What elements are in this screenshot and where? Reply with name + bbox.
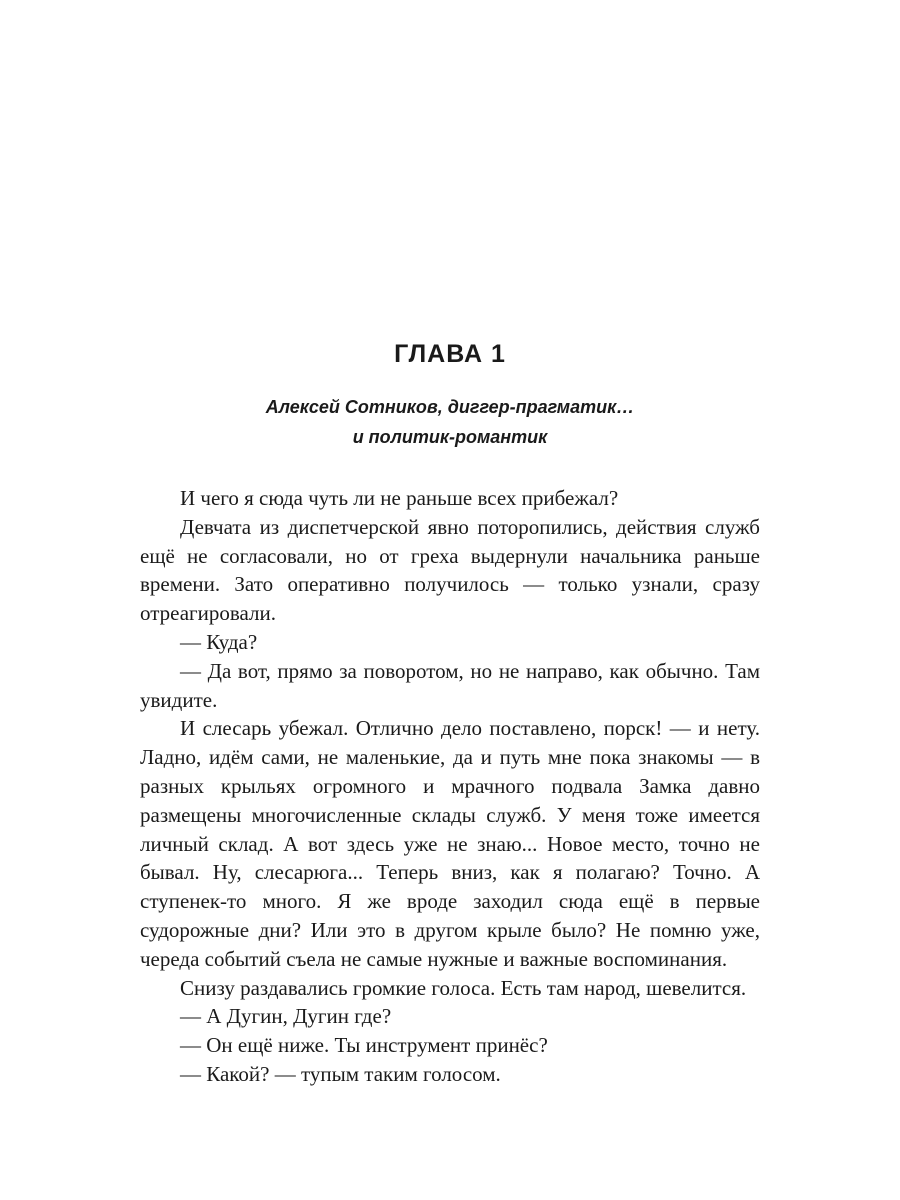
paragraph: Девчата из диспетчерской явно поторопились, действия служб ещё не согласовали, но от греха выдернули начальника раньше времени. Зато оперативно получилось — только узнали, сразу отреагировали.	[140, 514, 760, 626]
paragraph: И слесарь убежал. Отлично дело поставлено, порск! — и нету. Ладно, идём сами, не маленькие, да и путь мне пока знакомы — в разных крыльях огромного и мрачного подвала Замка давно размещены многочисленные склады служб. У меня тоже имеется личный склад. А вот здесь уже не знаю... Новое место, точно не бывал. Ну, слесарюга... Теперь вниз, как я полагаю? Точно. А ступенек-то много. Я же вроде заходил сюда ещё в первые судорожные дни? Или это в другом крыле было? Не помню уже, череда событий съела не самые нужные и важные воспоминания.	[140, 716, 760, 971]
paragraph: Снизу раздавались громкие голоса. Есть там народ, шевелится.	[180, 975, 747, 1000]
subtitle-line-1: Алексей Сотников, диггер-прагматик…	[265, 397, 635, 417]
dialogue-line: — Да вот, прямо за поворотом, но не направо, как обычно. Там увидите.	[140, 658, 760, 712]
chapter-subtitle	[0, 392, 900, 452]
dialogue-line: — Куда?	[180, 629, 258, 654]
dialogue-line: — Он ещё ниже. Ты инструмент принёс?	[180, 1033, 548, 1058]
chapter-title: ГЛАВА 1	[394, 340, 506, 368]
dialogue-line: — А Дугин, Дугин где?	[180, 1004, 392, 1029]
subtitle-line-2: и политик-романтик	[352, 427, 548, 447]
paragraph: И чего я сюда чуть ли не раньше всех прибежал?	[180, 486, 619, 510]
body-text	[140, 484, 760, 1089]
dialogue-line: — Какой? — тупым таким голосом.	[180, 1061, 501, 1086]
